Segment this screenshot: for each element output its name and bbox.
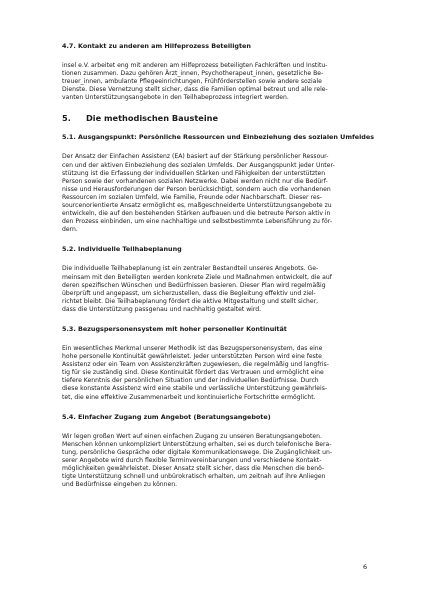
paragraph-5-4: Wir legen großen Wert auf einen einfachen Zugang zu unseren Beratungsangeboten. Menschen können unkompliziert Unterstützung erhalten, sei es durch telefonische Bera- tung, persönliche Gespräche oder digitale Kommunikationswege. Die Zugänglichkeit un- serer Angebote wird durch flexible Terminvereinbarungen und verschiedene Kontakt- möglichkeiten gewährleistet. Dieser Ansatz stellt sicher, dass die Menschen die benö- tigte Unterstützung schnell und unbürokratisch erhalten, um zeitnah auf ihre Anliegen und Bedürfnisse eingehen zu können. [62, 432, 333, 489]
chapter-number: 5. [62, 113, 71, 124]
section-heading-5-3: 5.3. Bezugspersonensystem mit hoher personeller Kontinuität [62, 324, 287, 333]
paragraph-5-1: Der Ansatz der Einfachen Assistenz (EA) basiert auf der Stärkung persönlicher Ressour- cen und der aktiven Einbeziehung des sozialen Umfelds. Der Ausgangspunkt jeder Unter- stützung ist die Erfassung der individuellen Stärken und Fähigkeiten der unterstützten Person sowie der vorhandenen sozialen Netzwerke. Dabei werden nicht nur die Bedürf- nisse und Herausforderungen der Person berücksichtigt, sondern auch die vorhandenen Ressourcen im sozialen Umfeld, wie Familie, Freunde oder Nachbarschaft. Dieser res- sourcenorientierte Ansatz ermöglicht es, maßgeschneiderte Unterstützungsangebote zu entwickeln, die auf den bestehenden Stärken aufbauen und die betreute Person aktiv in den Prozess einbinden, um eine nachhaltige und selbstbestimmte Lebensführung zu för- dern. [62, 153, 335, 234]
chapter-heading-5 [62, 113, 384, 123]
paragraph-5-3: Ein wesentliches Merkmal unserer Methodik ist das Bezugspersonensystem, das eine hohe personelle Kontinuität gewährleistet. Jeder unterstützten Person wird eine feste Assistenz oder ein Team von Assistenzkräften zugewiesen, die regelmäßig und langfris- tig für sie zuständig sind. Diese Kontinuität fördert das Vertrauen und ermöglicht eine tiefere Kenntnis der persönlichen Situation und der individuellen Bedürfnisse. Durch diese konstante Assistenz wird eine stabile und verlässliche Unterstützung gewährleis- tet, die eine effektive Zusammenarbeit und kontinuierliche Fortschritte ermöglicht. [62, 344, 329, 401]
paragraph-5-2: Die individuelle Teilhabeplanung ist ein zentraler Bestandteil unseres Angebots. Ge- meinsam mit den Beteiligten werden konkrete Ziele und Maßnahmen entwickelt, die auf deren spezifischen Wünschen und Bedürfnissen basieren. Dieser Plan wird regelmäßig überprüft und angepasst, um sicherzustellen, dass die Begleitung effektiv und ziel- richtet bleibt. Die Teilhabeplanung fördert die aktive Mitgestaltung und stellt sicher, dass die Unterstützung passgenau und nachhaltig gestaltet wird. [62, 265, 332, 313]
section-heading-5-1: 5.1. Ausgangspunkt: Persönliche Ressourcen und Einbeziehung des sozialen Umfeldes [62, 133, 375, 142]
section-heading-5-4: 5.4. Einfacher Zugang zum Angebot (Beratungsangebote) [62, 412, 271, 421]
page-number: 6 [363, 563, 368, 571]
paragraph-4-7: insel e.V. arbeitet eng mit anderen am Hilfeprozess beteiligten Fachkräften und Institu- tionen zusammen. Dazu gehören Ärzt_innen, Psychotherapeut_innen, gesetzliche Be- treuer_innen, ambulante Pflegeeinrichtungen, Frühförderstellen sowie andere soziale Dienste. Diese Vernetzung stellt sicher, dass die Familien optimal betreut und alle rele- vanten Unterstützungsangebote in den Teilhabeprozess integriert werden. [62, 62, 328, 102]
document-page [62, 42, 384, 500]
section-heading-5-2: 5.2. Individuelle Teilhabeplanung [62, 245, 182, 254]
chapter-title: Die methodischen Bausteine [86, 113, 219, 124]
section-heading-4-7: 4.7. Kontakt zu anderen am Hilfeprozess Beteiligten [62, 42, 251, 50]
